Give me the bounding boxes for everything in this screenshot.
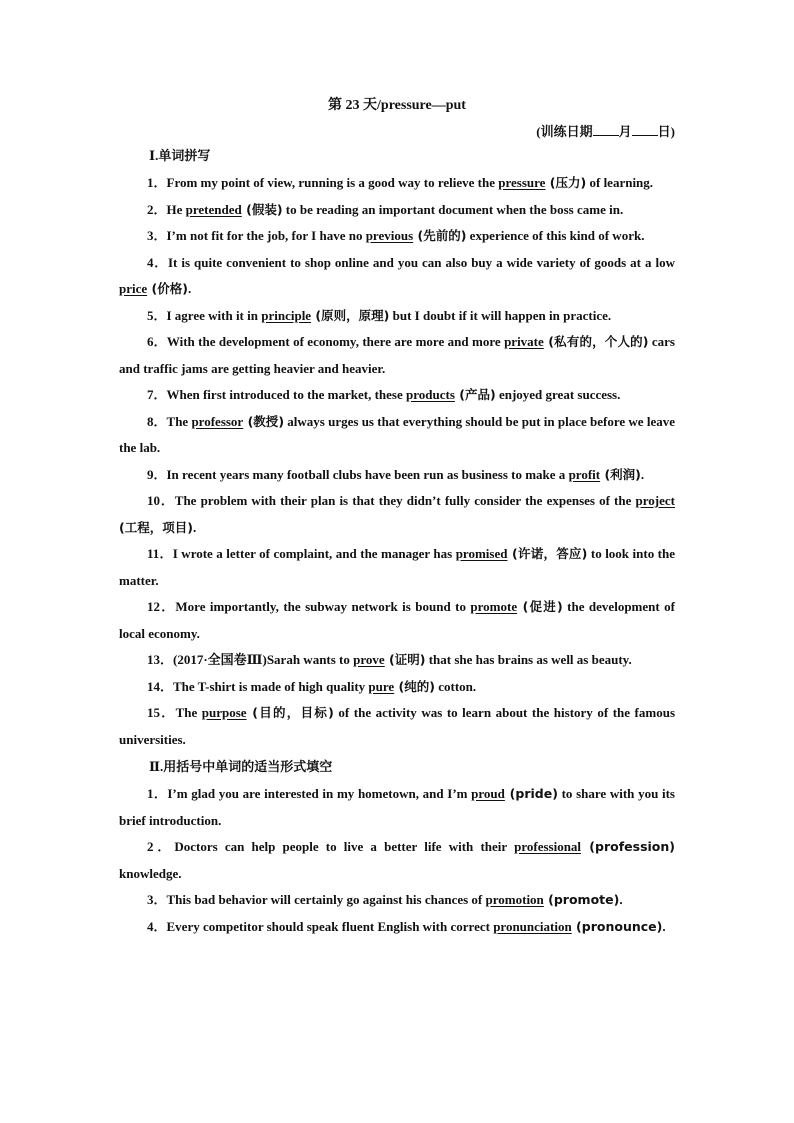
date-month-label: 月 — [618, 124, 632, 139]
answer-word: proud — [471, 786, 505, 801]
list-item: 11．I wrote a letter of complaint, and the manager has promised (许诺，答应) to look into the matter. — [119, 546, 676, 588]
list-item: 15．The purpose (目的，目标) of the activity was to learn about the history of the famous universities. — [119, 705, 676, 747]
list-item: 3．I’m not fit for the job, for I have no previous (先前的) experience of this kind of work. — [147, 228, 645, 243]
answer-word: prove — [353, 652, 385, 667]
day-blank — [632, 123, 658, 136]
section2-heading: Ⅱ.用括号中单词的适当形式填空 — [149, 759, 333, 774]
answer-word: pretended — [185, 201, 242, 217]
list-item: 1．I’m glad you are interested in my hometown, and I’m proud (pride) to share with you its brief introduction. — [119, 786, 675, 828]
training-date-line — [119, 122, 675, 142]
list-item: 8．The professor (教授) always urges us that everything should be put in place before we leave the lab. — [119, 413, 675, 455]
document-page — [119, 96, 675, 940]
date-prefix: (训练日期 — [536, 124, 593, 139]
answer-word: private — [504, 334, 544, 349]
list-item: 2．Doctors can help people to live a better life with their professional (profession) knowledge. — [119, 839, 675, 881]
answer-word: professional — [514, 839, 582, 854]
section1-list — [119, 170, 675, 753]
list-item: 4．Every competitor should speak fluent English with correct pronunciation (pronounce). — [147, 918, 666, 934]
answer-word: promotion — [485, 892, 544, 907]
date-day-label: 日) — [657, 124, 675, 139]
answer-word: products — [406, 387, 455, 402]
answer-word: principle — [261, 307, 312, 323]
page-title: 第 23 天/pressure—put — [328, 98, 466, 113]
section2-list — [119, 781, 675, 940]
list-item: 4．It is quite convenient to shop online and you can also buy a wide variety of goods at a low price (价格). — [119, 254, 675, 296]
list-item: 13．(2017·全国卷Ⅲ)Sarah wants to prove (证明) that she has brains as well as beauty. — [147, 652, 632, 667]
section1-heading: Ⅰ.单词拼写 — [149, 148, 211, 163]
answer-word: professor — [191, 413, 244, 429]
list-item: 2．He pretended (假装) to be reading an important document when the boss came in. — [147, 201, 624, 217]
list-item: 12．More importantly, the subway network is bound to promote (促进) the development of local economy. — [119, 599, 675, 641]
list-item: 3．This bad behavior will certainly go against his chances of promotion (promote). — [147, 892, 623, 907]
answer-word: pronunciation — [493, 918, 572, 934]
list-item: 1．From my point of view, running is a good way to relieve the pressure (压力) of learning. — [147, 175, 654, 190]
list-item: 7．When first introduced to the market, these products (产品) enjoyed great success. — [147, 387, 621, 402]
list-item: 5．I agree with it in principle (原则，原理) but I doubt if it will happen in practice. — [147, 307, 612, 323]
answer-word: promised — [455, 546, 508, 561]
list-item: 6．With the development of economy, there are more and more private (私有的，个人的) cars and traffic jams are getting heavier and heavier. — [119, 334, 675, 376]
answer-word: previous — [365, 228, 414, 243]
answer-word: profit — [568, 466, 601, 482]
list-item: 10．The problem with their plan is that they didn’t fully consider the expenses of the project (工程，项目). — [119, 493, 675, 535]
answer-word: project — [635, 493, 675, 508]
answer-word: promote — [470, 599, 518, 614]
answer-word: pressure — [498, 175, 546, 190]
list-item: 14．The T-shirt is made of high quality pure (纯的) cotton. — [147, 678, 477, 694]
answer-word: pure — [368, 678, 395, 694]
month-blank — [593, 123, 619, 136]
list-item: 9．In recent years many football clubs have been run as business to make a profit (利润). — [147, 466, 645, 482]
answer-word: purpose — [201, 705, 247, 720]
answer-word: price — [119, 281, 148, 296]
